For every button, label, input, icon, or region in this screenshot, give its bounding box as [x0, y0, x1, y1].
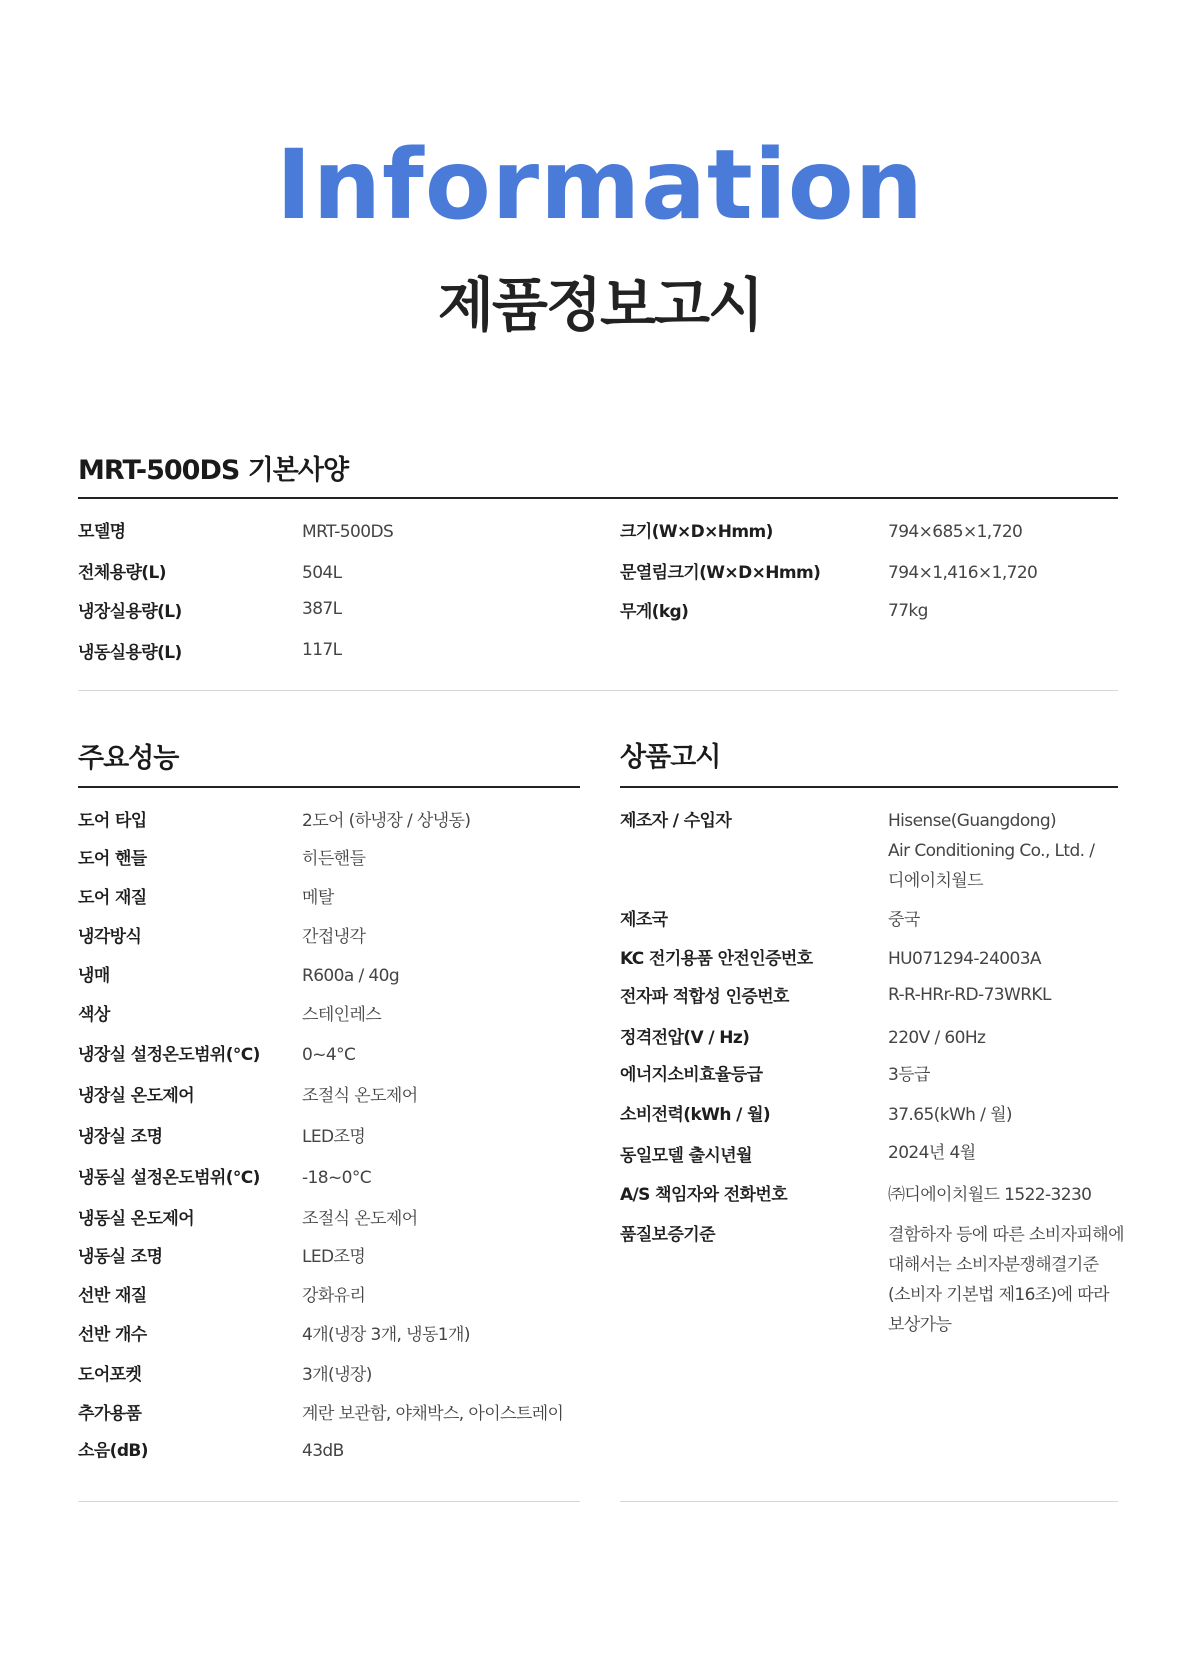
spec-value: 간접냉각 — [302, 927, 366, 947]
spec-label: 도어 핸들 — [78, 849, 147, 869]
spec-label: A/S 책임자와 전화번호 — [620, 1185, 788, 1205]
spec-value: 43dB — [302, 1441, 344, 1461]
basic-spec-left — [78, 521, 578, 671]
page-title: Information — [275, 129, 925, 241]
notice-heading: 상품고시 — [620, 742, 721, 773]
spec-value: -18~0°C — [302, 1168, 371, 1188]
spec-label: 동일모델 출시년월 — [620, 1146, 752, 1166]
spec-label: 전자파 적합성 인증번호 — [620, 987, 789, 1007]
value-line: 디에이치월드 — [888, 871, 983, 891]
spec-label: 냉동실 조명 — [78, 1247, 163, 1267]
spec-value: 강화유리 — [302, 1286, 366, 1306]
value-line: Air Conditioning Co., Ltd. / — [888, 841, 1095, 861]
spec-value: 3등급 — [888, 1065, 930, 1085]
spec-label: 냉장실 온도제어 — [78, 1086, 195, 1106]
basic-spec-bottom-divider — [78, 690, 1118, 691]
spec-label: 전체용량(L) — [78, 563, 166, 583]
warranty-value — [888, 1220, 1124, 1340]
performance-divider — [78, 786, 580, 788]
spec-value: 3개(냉장) — [302, 1365, 372, 1385]
spec-label: 선반 재질 — [78, 1286, 147, 1306]
performance-heading: 주요성능 — [78, 743, 179, 774]
basic-spec-right — [620, 521, 1120, 631]
value-line: Hisense(Guangdong) — [888, 811, 1057, 831]
spec-value: LED조명 — [302, 1247, 366, 1267]
spec-value: HU071294-24003A — [888, 949, 1041, 969]
notice-list — [620, 810, 1124, 1350]
spec-label: 색상 — [78, 1005, 110, 1025]
spec-label: 에너지소비효율등급 — [620, 1065, 763, 1085]
spec-label: 냉동실용량(L) — [78, 643, 182, 663]
spec-value: 387L — [302, 599, 342, 619]
notice-divider — [620, 786, 1118, 788]
spec-value: 메탈 — [302, 888, 334, 908]
spec-label: 소비전력(kWh / 월) — [620, 1105, 771, 1125]
spec-label: 냉각방식 — [78, 927, 142, 947]
spec-label: 무게(kg) — [620, 602, 689, 622]
value-line: (소비자 기본법 제16조)에 따라 — [888, 1285, 1109, 1305]
spec-value: 2024년 4월 — [888, 1143, 976, 1163]
basic-spec-divider — [78, 497, 1118, 499]
spec-value: 794×685×1,720 — [888, 522, 1023, 542]
performance-list — [78, 810, 580, 1470]
spec-value: 2도어 (하냉장 / 상냉동) — [302, 811, 471, 831]
spec-label: 문열림크기(W×D×Hmm) — [620, 563, 821, 583]
spec-value: 37.65(kWh / 월) — [888, 1105, 1012, 1125]
spec-value: 4개(냉장 3개, 냉동1개) — [302, 1325, 470, 1345]
notice-bottom-divider — [620, 1501, 1118, 1502]
spec-label: 냉장실용량(L) — [78, 602, 182, 622]
spec-value: 0~4°C — [302, 1045, 356, 1065]
spec-label: 도어 타입 — [78, 811, 147, 831]
spec-value: ㈜디에이치월드 1522-3230 — [888, 1185, 1092, 1205]
spec-label: 냉장실 설정온도범위(°C) — [78, 1045, 260, 1065]
spec-value: 조절식 온도제어 — [302, 1086, 418, 1106]
spec-label: 정격전압(V / Hz) — [620, 1028, 750, 1048]
spec-label: 제조국 — [620, 910, 668, 930]
basic-spec-heading: MRT-500DS 기본사양 — [78, 455, 349, 486]
spec-value: R-R-HRr-RD-73WRKL — [888, 985, 1051, 1005]
spec-label: 냉동실 설정온도범위(°C) — [78, 1168, 260, 1188]
manufacturer-value — [888, 806, 1094, 896]
spec-label: 냉장실 조명 — [78, 1127, 163, 1147]
spec-label: 모델명 — [78, 522, 126, 542]
spec-label: 냉매 — [78, 966, 110, 986]
spec-value: 117L — [302, 640, 342, 660]
performance-bottom-divider — [78, 1501, 580, 1502]
spec-label: 도어포켓 — [78, 1365, 142, 1385]
spec-label: 크기(W×D×Hmm) — [620, 522, 773, 542]
spec-value: 504L — [302, 563, 342, 583]
spec-label: 제조자 / 수입자 — [620, 811, 732, 831]
spec-value: 계란 보관함, 야채박스, 아이스트레이 — [302, 1404, 564, 1424]
spec-value: LED조명 — [302, 1127, 366, 1147]
spec-label: 소음(dB) — [78, 1441, 148, 1461]
spec-label: KC 전기용품 안전인증번호 — [620, 949, 813, 969]
page-subtitle: 제품정보고시 — [437, 271, 763, 339]
spec-value: 중국 — [888, 910, 920, 930]
spec-value: 794×1,416×1,720 — [888, 563, 1038, 583]
spec-value: R600a / 40g — [302, 966, 400, 986]
value-line: 결함하자 등에 따른 소비자피해에 — [888, 1225, 1124, 1245]
spec-label: 냉동실 온도제어 — [78, 1209, 195, 1229]
spec-value: 조절식 온도제어 — [302, 1209, 418, 1229]
spec-value: 스테인레스 — [302, 1005, 382, 1025]
value-line: 보상가능 — [888, 1315, 952, 1335]
spec-label: 선반 개수 — [78, 1325, 147, 1345]
value-line: 대해서는 소비자분쟁해결기준 — [888, 1255, 1099, 1275]
spec-value: MRT-500DS — [302, 522, 394, 542]
spec-label: 품질보증기준 — [620, 1225, 715, 1245]
spec-label: 추가용품 — [78, 1404, 142, 1424]
spec-value: 히든핸들 — [302, 849, 366, 869]
spec-value: 77kg — [888, 601, 928, 621]
spec-label: 도어 재질 — [78, 888, 147, 908]
spec-value: 220V / 60Hz — [888, 1028, 986, 1048]
